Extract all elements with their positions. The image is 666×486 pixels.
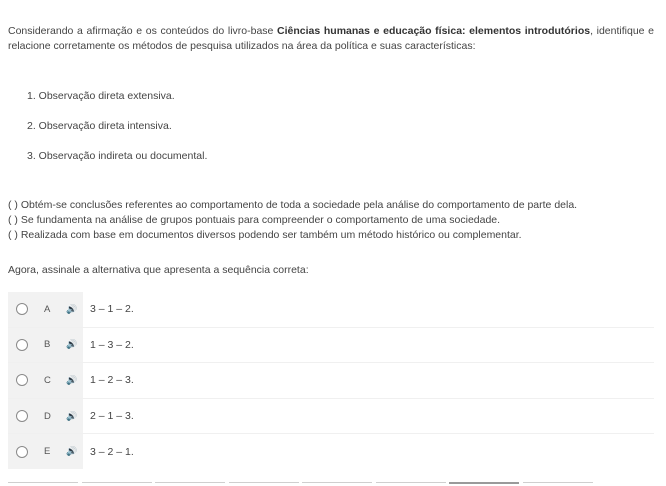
- question-tab-active[interactable]: [449, 482, 519, 484]
- option-text: 2 – 1 – 3.: [90, 410, 134, 423]
- question-tab[interactable]: [8, 482, 78, 483]
- radio-button[interactable]: [16, 339, 28, 351]
- option-text: 3 – 1 – 2.: [90, 303, 134, 316]
- answer-options: [8, 292, 654, 469]
- speaker-icon[interactable]: 🔊: [66, 446, 78, 457]
- option-text: 1 – 2 – 3.: [90, 374, 134, 387]
- question-navigation: [8, 482, 666, 486]
- radio-button[interactable]: [16, 446, 28, 458]
- question-prefix: Considerando a afirmação e os conteúdos do livro-base: [8, 25, 278, 37]
- speaker-icon[interactable]: 🔊: [66, 410, 78, 421]
- option-a[interactable]: [8, 292, 654, 328]
- option-letter: E: [44, 446, 51, 458]
- question-text: [8, 24, 654, 54]
- option-letter: A: [44, 303, 51, 315]
- question-suffix: , identifique e relacione corretamente os métodos de pesquisa utilizados na área da política e suas características:: [8, 25, 654, 52]
- numbered-item-3: 3. Observação indireta ou documental.: [27, 150, 208, 162]
- book-title: Ciências humanas e educação física: elementos introdutórios: [277, 25, 591, 37]
- statement-2: ( ) Se fundamenta na análise de grupos pontuais para compreender o comportamento de uma sociedade.: [8, 214, 501, 226]
- question-tab[interactable]: [229, 482, 299, 483]
- option-text: 3 – 2 – 1.: [90, 445, 134, 458]
- numbered-item-2: 2. Observação direta intensiva.: [27, 120, 172, 132]
- option-letter: B: [44, 339, 51, 351]
- speaker-icon[interactable]: 🔊: [66, 339, 78, 350]
- numbered-item-1: 1. Observação direta extensiva.: [27, 90, 175, 102]
- option-text: 1 – 3 – 2.: [90, 338, 134, 351]
- question-tab[interactable]: [376, 482, 446, 483]
- radio-button[interactable]: [16, 410, 28, 422]
- statement-3: ( ) Realizada com base em documentos diversos podendo ser também um método histórico ou complementar.: [8, 229, 522, 241]
- question-tab[interactable]: [82, 482, 152, 483]
- question-tab[interactable]: [523, 482, 593, 483]
- option-e[interactable]: [8, 434, 654, 469]
- statement-1: ( ) Obtém-se conclusões referentes ao comportamento de toda a sociedade pela análise do comportamento de parte dela.: [8, 199, 578, 211]
- option-c[interactable]: [8, 363, 654, 399]
- option-b[interactable]: [8, 328, 654, 364]
- option-letter: D: [44, 410, 51, 422]
- option-letter: C: [44, 374, 51, 386]
- question-tab[interactable]: [155, 482, 225, 483]
- question-tab[interactable]: [302, 482, 372, 483]
- option-d[interactable]: [8, 399, 654, 435]
- speaker-icon[interactable]: 🔊: [66, 374, 78, 385]
- speaker-icon[interactable]: 🔊: [66, 303, 78, 314]
- instruction-text: Agora, assinale a alternativa que apresenta a sequência correta:: [8, 264, 309, 276]
